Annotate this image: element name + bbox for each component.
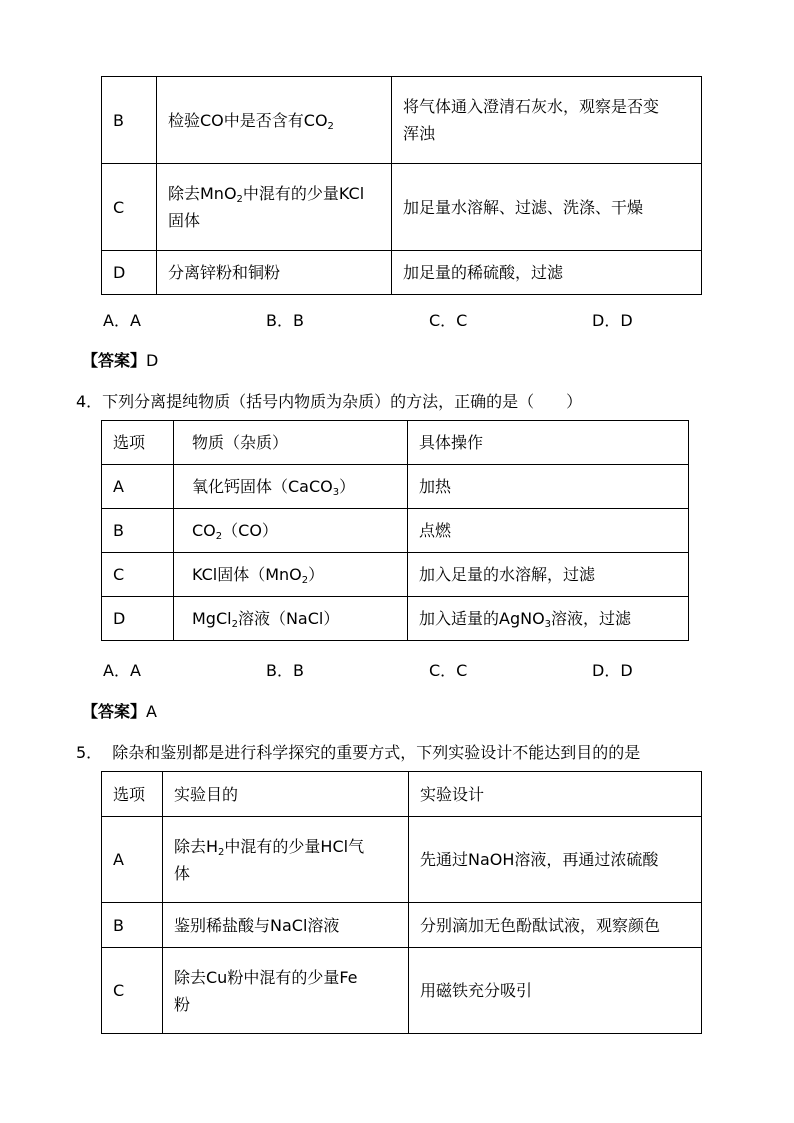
table-row [102, 903, 702, 948]
option-a: A．A [103, 661, 141, 680]
table-row [102, 465, 689, 509]
option-label: C [102, 553, 174, 597]
table-row [102, 77, 702, 164]
answer-options [103, 308, 755, 331]
table-row [102, 597, 689, 641]
design-cell: 分别滴加无色酚酞试液，观察颜色 [409, 903, 702, 948]
question-text: 除杂和鉴别都是进行科学探究的重要方式，下列实验设计不能达到目的的是 [112, 743, 641, 762]
purpose-cell: 分离锌粉和铜粉 [157, 251, 392, 295]
table-row [102, 948, 702, 1034]
design-cell: 加足量水溶解、过滤、洗涤、干燥 [392, 164, 702, 251]
purpose-cell: 除去$H_2$中混有的少量HCl气 体 [163, 817, 409, 903]
purpose-cell: 检验CO中是否含有$CO_2$ [157, 77, 392, 164]
option-d: D．D [592, 661, 633, 680]
option-label: A [102, 465, 174, 509]
table-continued [101, 76, 702, 295]
substance-cell: 氧化钙固体（CaCO$_3$） [174, 465, 408, 509]
table-header-row [102, 772, 702, 817]
option-c: C．C [429, 311, 468, 330]
table-row [102, 164, 702, 251]
option-label: B [102, 77, 157, 164]
question-4: 4．下列分离提纯物质（括号内物质为杂质）的方法，正确的是（ ） [76, 392, 583, 411]
header-operation: 具体操作 [408, 421, 689, 465]
option-label: C [102, 948, 163, 1034]
header-design: 实验设计 [409, 772, 702, 817]
table-row [102, 509, 689, 553]
option-label: B [102, 509, 174, 553]
answer-mark: 【答案】 [82, 351, 147, 370]
purpose-cell: 除去MnO$_2$中混有的少量KCl 固体 [157, 164, 392, 251]
purpose-cell: 鉴别稀盐酸与NaCl溶液 [163, 903, 409, 948]
answer-value: D [146, 351, 159, 370]
operation-cell: 点燃 [408, 509, 689, 553]
header-option: 选项 [102, 772, 163, 817]
substance-cell: KCl固体（MnO$_2$） [174, 553, 408, 597]
option-b: B．B [266, 661, 304, 680]
header-substance: 物质（杂质） [174, 421, 408, 465]
table-header-row [102, 421, 689, 465]
substance-cell: $CO_2(CO)$ [174, 509, 408, 553]
answer-line [82, 348, 158, 371]
option-b: B．B [266, 311, 304, 330]
answer-mark: 【答案】 [82, 702, 147, 721]
header-option: 选项 [102, 421, 174, 465]
answer-line [82, 699, 157, 722]
operation-cell: 加入适量的AgNO$_3$溶液，过滤 [408, 597, 689, 641]
operation-cell: 加入足量的水溶解，过滤 [408, 553, 689, 597]
purpose-cell: 除去Cu粉中混有的少量Fe 粉 [163, 948, 409, 1034]
answer-options [103, 658, 755, 681]
table-row [102, 553, 689, 597]
table-question-5 [101, 771, 702, 1034]
table-row [102, 251, 702, 295]
design-cell: 将气体通入澄清石灰水，观察是否变 浑浊 [392, 77, 702, 164]
option-label: A [102, 817, 163, 903]
question-number: 5． [76, 743, 103, 762]
design-cell: 先通过NaOH溶液，再通过浓硫酸 [409, 817, 702, 903]
option-label: B [102, 903, 163, 948]
option-c: C．C [429, 661, 468, 680]
answer-value: A [146, 702, 157, 721]
table-question-4 [101, 420, 689, 641]
design-cell: 加足量的稀硫酸，过滤 [392, 251, 702, 295]
option-a: A．A [103, 311, 141, 330]
substance-cell: MgCl$_2$溶液（NaCl） [174, 597, 408, 641]
option-label: D [102, 251, 157, 295]
design-cell: 用磁铁充分吸引 [409, 948, 702, 1034]
header-purpose: 实验目的 [163, 772, 409, 817]
question-5 [76, 740, 640, 763]
option-label: D [102, 597, 174, 641]
option-d: D．D [592, 311, 633, 330]
operation-cell: 加热 [408, 465, 689, 509]
option-label: C [102, 164, 157, 251]
table-row [102, 817, 702, 903]
